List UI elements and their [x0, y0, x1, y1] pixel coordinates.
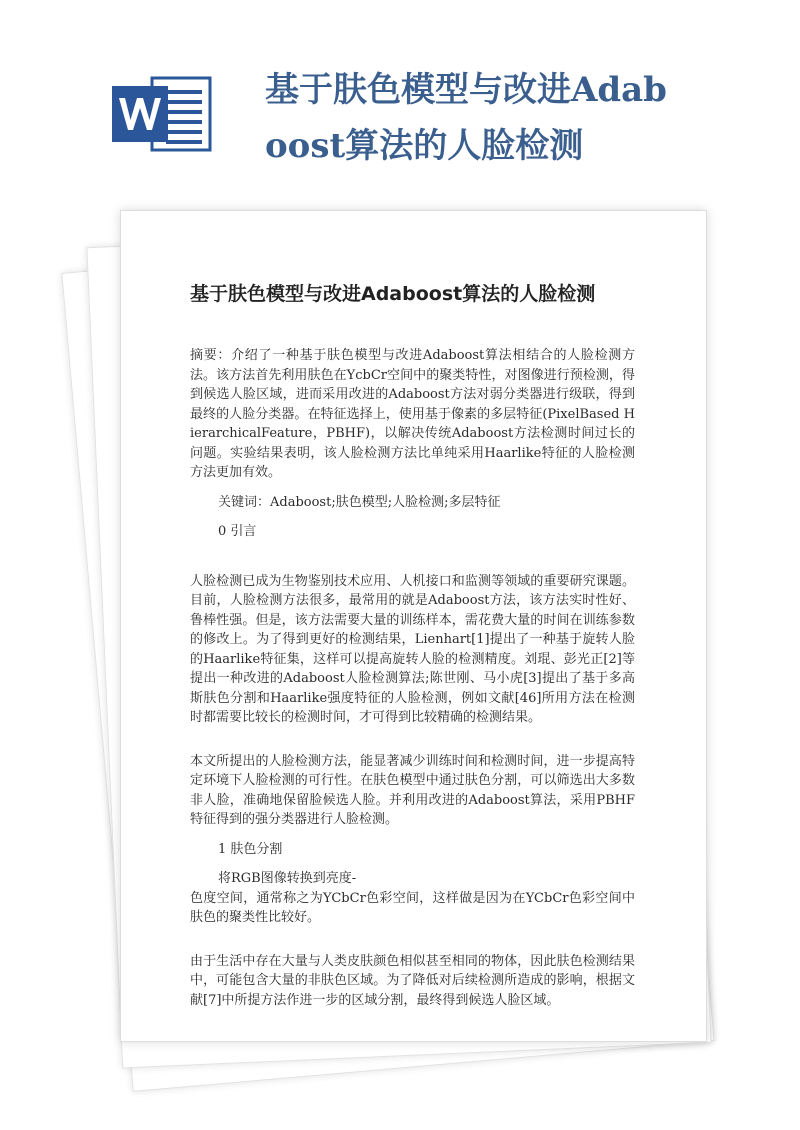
- word-document-icon: [112, 72, 212, 156]
- keywords-line: 关键词：Adaboost;肤色模型;人脸检测;多层特征: [218, 494, 501, 510]
- segmentation-paragraph: 由于生活中存在大量与人类皮肤颜色相似甚至相同的物体，因此肤色检测结果中，可能包含大量的非肤色区域。为了降低对后续检测所造成的影响，根据文献[7]中所提方法作进一步的区域分割，最终得到候选人脸区域。: [190, 953, 635, 1008]
- introduction-paragraph-1: 人脸检测已成为生物鉴别技术应用、人机接口和监测等领域的重要研究课题。目前，人脸检测方法很多，最常用的就是Adaboost方法，该方法实时性好、鲁棒性强。但是，该方法需要大量的训练样本，需花费大量的时间在训练参数的修改上。为了得到更好的检测结果，Lienhart[1]提出了一种基于旋转人脸的Haarlike特征集，这样可以提高旋转人脸的检测精度。刘琨、彭光正[2]等提出一种改进的Adaboost人脸检测算法;陈世刚、马小虎[3]提出了基于多高斯肤色分割和Haarlike强度特征的人脸检测，例如文献[46]所用方法在检测时都需要比较长的检测时间，才可得到比较精确的检测结果。: [190, 573, 635, 725]
- section-heading-introduction: 0 引言: [218, 524, 257, 539]
- introduction-paragraph-2: 本文所提出的人脸检测方法，能显著减少训练时间和检测时间，进一步提高特定环境下人脸检测的可行性。在肤色模型中通过肤色分割，可以筛选出大多数非人脸，准确地保留脸候选人脸。并利用改进的Adaboost算法，采用PBHF特征得到的强分类器进行人脸检测。: [190, 753, 635, 827]
- header-title: 基于肤色模型与改进Adaboost算法的人脸检测: [265, 70, 667, 166]
- color-space-line: 将RGB图像转换到亮度-: [218, 871, 357, 886]
- section-heading-skin-segmentation: 1 肤色分割: [218, 841, 283, 857]
- document-content: [190, 280, 635, 1010]
- document-title: 基于肤色模型与改进Adaboost算法的人脸检测: [190, 283, 596, 305]
- abstract-paragraph: 摘要：介绍了一种基于肤色模型与改进Adaboost算法相结合的人脸检测方法。该方法首先利用肤色在YcbCr空间中的聚类特性，对图像进行预检测，得到候选人脸区域，进而采用改进的Adaboost方法对弱分类器进行级联，得到最终的人脸分类器。在特征选择上，使用基于像素的多层特征(PixelBased HierarchicalFeature，PBHF)，以解决传统Adaboost方法检测时间过长的问题。实验结果表明，该人脸检测方法比单纯采用Haarlike特征的人脸检测方法更加有效。: [190, 348, 635, 480]
- color-space-paragraph: 色度空间，通常称之为YCbCr色彩空间，这样做是因为在YCbCr色彩空间中肤色的聚类性比较好。: [190, 890, 635, 925]
